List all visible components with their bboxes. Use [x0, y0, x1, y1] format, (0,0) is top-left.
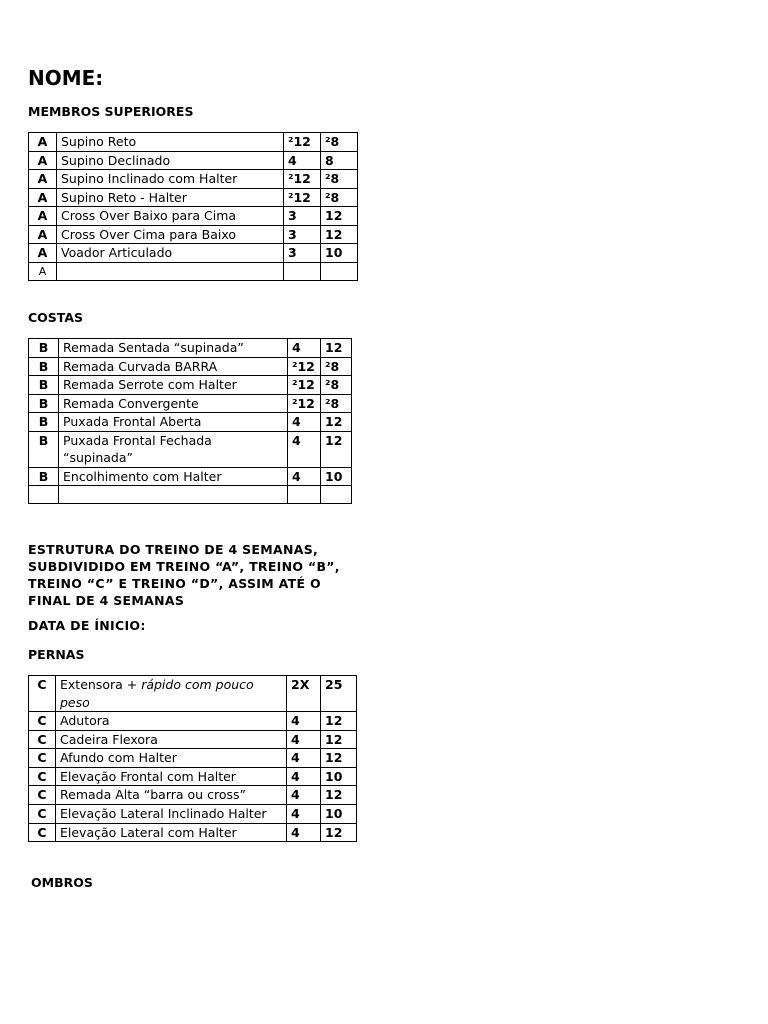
- workout-letter-cell: C: [29, 823, 56, 842]
- exercise-name: Remada Alta “barra ou cross”: [60, 787, 246, 803]
- reps-cell: 12: [321, 339, 352, 358]
- reps-cell: ²8: [321, 357, 352, 376]
- sets-cell: ²12: [288, 357, 321, 376]
- page-title: NOME:: [28, 66, 104, 90]
- workout-letter-cell: C: [29, 786, 56, 805]
- exercise-name: Extensora +: [60, 677, 142, 692]
- table-row: [29, 170, 358, 189]
- exercise-cell: [56, 676, 287, 712]
- exercise-name: Voador Articulado: [61, 245, 173, 260]
- sets-cell: 3: [284, 225, 321, 244]
- exercise-name-line2: peso: [60, 694, 90, 710]
- reps-cell: 12: [321, 225, 358, 244]
- exercise-cell: [56, 749, 287, 768]
- exercise-name: Cross Over Baixo para Cima: [61, 208, 237, 223]
- exercise-name: Afundo com Halter: [60, 750, 177, 766]
- exercise-cell: [57, 244, 284, 263]
- reps-cell: 12: [321, 413, 352, 432]
- table-row: [29, 823, 357, 842]
- table-row: [29, 207, 358, 226]
- exercise-name: Encolhimento com Halter: [63, 468, 222, 484]
- sets-cell: ²12: [284, 188, 321, 207]
- sets-cell: 3: [284, 207, 321, 226]
- sets-cell: 4: [287, 749, 321, 768]
- exercise-name: Remada Serrote com Halter: [63, 377, 237, 392]
- exercise-name: Remada Curvada BARRA: [63, 358, 218, 374]
- sets-cell: 4: [287, 786, 321, 805]
- table-row: [29, 225, 358, 244]
- sets-cell: 4: [287, 804, 321, 823]
- sets-cell: 4: [288, 431, 321, 467]
- reps-cell: ²8: [321, 188, 358, 207]
- sets-cell: 4: [288, 467, 321, 486]
- sets-cell: 4: [287, 730, 321, 749]
- workout-letter-cell: B: [29, 339, 59, 358]
- table-row: [29, 730, 357, 749]
- sets-cell: [284, 262, 321, 281]
- table-row: [29, 244, 358, 263]
- exercise-cell: [56, 804, 287, 823]
- exercise-cell: [56, 823, 287, 842]
- sets-cell: [288, 486, 321, 504]
- reps-cell: ²8: [321, 133, 358, 152]
- start-date-label: DATA DE ÍNICIO:: [28, 618, 146, 633]
- sets-cell: 4: [287, 767, 321, 786]
- reps-cell: 10: [321, 804, 357, 823]
- workout-letter-cell: B: [29, 394, 59, 413]
- table-row: [29, 413, 352, 432]
- workout-letter-cell: B: [29, 413, 59, 432]
- workout-letter-cell: A: [29, 262, 57, 281]
- exercise-name: Puxada Frontal Fechada: [63, 432, 212, 448]
- reps-cell: 10: [321, 767, 357, 786]
- workout-letter-cell: B: [29, 467, 59, 486]
- exercise-cell: [59, 394, 288, 413]
- exercise-name: Elevação Lateral com Halter: [60, 824, 237, 840]
- section-heading-pernas: PERNAS: [28, 647, 85, 662]
- table-row: [29, 767, 357, 786]
- table-row: [29, 394, 352, 413]
- workout-letter-cell: C: [29, 676, 56, 712]
- table-membros-superiores: [28, 132, 358, 281]
- reps-cell: 25: [321, 676, 357, 712]
- table-row: [29, 467, 352, 486]
- workout-letter-cell: B: [29, 376, 59, 395]
- exercise-name: Puxada Frontal Aberta: [63, 414, 202, 429]
- workout-letter-cell: A: [29, 170, 57, 189]
- exercise-cell: [57, 225, 284, 244]
- workout-letter-cell: B: [29, 431, 59, 467]
- table-row: [29, 486, 352, 504]
- reps-cell: 12: [321, 730, 357, 749]
- exercise-name: Cadeira Flexora: [60, 731, 158, 747]
- workout-letter-cell: A: [29, 207, 57, 226]
- exercise-name: Supino Declinado: [61, 152, 171, 168]
- table-row: [29, 786, 357, 805]
- sets-cell: 4: [287, 823, 321, 842]
- table-row: [29, 133, 358, 152]
- reps-cell: [321, 262, 358, 281]
- section-heading-costas: COSTAS: [28, 310, 84, 325]
- sets-cell: ²12: [284, 133, 321, 152]
- exercise-name: Supino Reto: [61, 134, 137, 149]
- sets-cell: 3: [284, 244, 321, 263]
- table-row: [29, 804, 357, 823]
- sets-cell: ²12: [288, 376, 321, 395]
- sets-cell: 2X: [287, 676, 321, 712]
- workout-letter-cell: C: [29, 730, 56, 749]
- reps-cell: 12: [321, 207, 358, 226]
- exercise-cell: [59, 357, 288, 376]
- exercise-cell: [57, 151, 284, 170]
- table-row: [29, 262, 358, 281]
- reps-cell: 10: [321, 244, 358, 263]
- reps-cell: 8: [321, 151, 358, 170]
- workout-letter-cell: C: [29, 749, 56, 768]
- table-row: [29, 749, 357, 768]
- sets-cell: 4: [287, 712, 321, 731]
- table-row: [29, 712, 357, 731]
- exercise-cell: [56, 767, 287, 786]
- workout-letter-cell: C: [29, 804, 56, 823]
- table-row: [29, 676, 357, 712]
- reps-cell: ²8: [321, 170, 358, 189]
- sets-cell: ²12: [284, 170, 321, 189]
- exercise-name: Remada Convergente: [63, 395, 199, 411]
- exercise-cell: [57, 133, 284, 152]
- workout-letter-cell: B: [29, 357, 59, 376]
- exercise-name-line2: “supinada”: [63, 450, 133, 465]
- reps-cell: 12: [321, 712, 357, 731]
- sets-cell: 4: [288, 339, 321, 358]
- exercise-name: Elevação Frontal com Halter: [60, 768, 236, 784]
- exercise-cell: [57, 262, 284, 281]
- exercise-cell: [59, 413, 288, 432]
- section-heading-membros-superiores: MEMBROS SUPERIORES: [28, 104, 194, 119]
- workout-letter-cell: C: [29, 767, 56, 786]
- section-heading-ombros: OMBROS: [31, 875, 93, 890]
- sets-cell: 4: [288, 413, 321, 432]
- table-row: [29, 431, 352, 467]
- reps-cell: 12: [321, 786, 357, 805]
- table-row: [29, 188, 358, 207]
- reps-cell: 12: [321, 749, 357, 768]
- exercise-cell: [59, 486, 288, 504]
- exercise-cell: [59, 431, 288, 467]
- sets-cell: ²12: [288, 394, 321, 413]
- exercise-name: Remada Sentada “supinada”: [63, 340, 244, 355]
- table-row: [29, 376, 352, 395]
- exercise-cell: [56, 786, 287, 805]
- reps-cell: ²8: [321, 394, 352, 413]
- reps-cell: 12: [321, 431, 352, 467]
- exercise-name: Supino Reto - Halter: [61, 189, 187, 205]
- exercise-name: Supino Inclinado com Halter: [61, 171, 238, 186]
- exercise-cell: [59, 339, 288, 358]
- exercise-name: Cross Over Cima para Baixo: [61, 226, 237, 242]
- reps-cell: 10: [321, 467, 352, 486]
- reps-cell: ²8: [321, 376, 352, 395]
- workout-letter-cell: C: [29, 712, 56, 731]
- exercise-cell: [59, 376, 288, 395]
- workout-structure-text: ESTRUTURA DO TREINO DE 4 SEMANAS, SUBDIVIDIDO EM TREINO “A”, TREINO “B”, TREINO “C” E TREINO “D”, ASSIM ATÉ O FINAL DE 4 SEMANAS: [28, 542, 340, 608]
- workout-letter-cell: A: [29, 133, 57, 152]
- reps-cell: 12: [321, 823, 357, 842]
- exercise-note: rápido com pouco: [141, 677, 254, 692]
- exercise-cell: [56, 712, 287, 731]
- workout-letter-cell: A: [29, 188, 57, 207]
- reps-cell: [321, 486, 352, 504]
- table-row: [29, 151, 358, 170]
- table-row: [29, 339, 352, 358]
- sets-cell: 4: [284, 151, 321, 170]
- exercise-cell: [57, 170, 284, 189]
- table-pernas: [28, 675, 357, 842]
- table-row: [29, 357, 352, 376]
- workout-letter-cell: [29, 486, 59, 504]
- exercise-cell: [59, 467, 288, 486]
- workout-letter-cell: A: [29, 244, 57, 263]
- exercise-name: Elevação Lateral Inclinado Halter: [60, 805, 267, 821]
- exercise-cell: [56, 730, 287, 749]
- exercise-name: Adutora: [60, 713, 110, 728]
- exercise-cell: [57, 188, 284, 207]
- table-costas: [28, 338, 352, 504]
- workout-letter-cell: A: [29, 225, 57, 244]
- exercise-cell: [57, 207, 284, 226]
- workout-letter-cell: A: [29, 151, 57, 170]
